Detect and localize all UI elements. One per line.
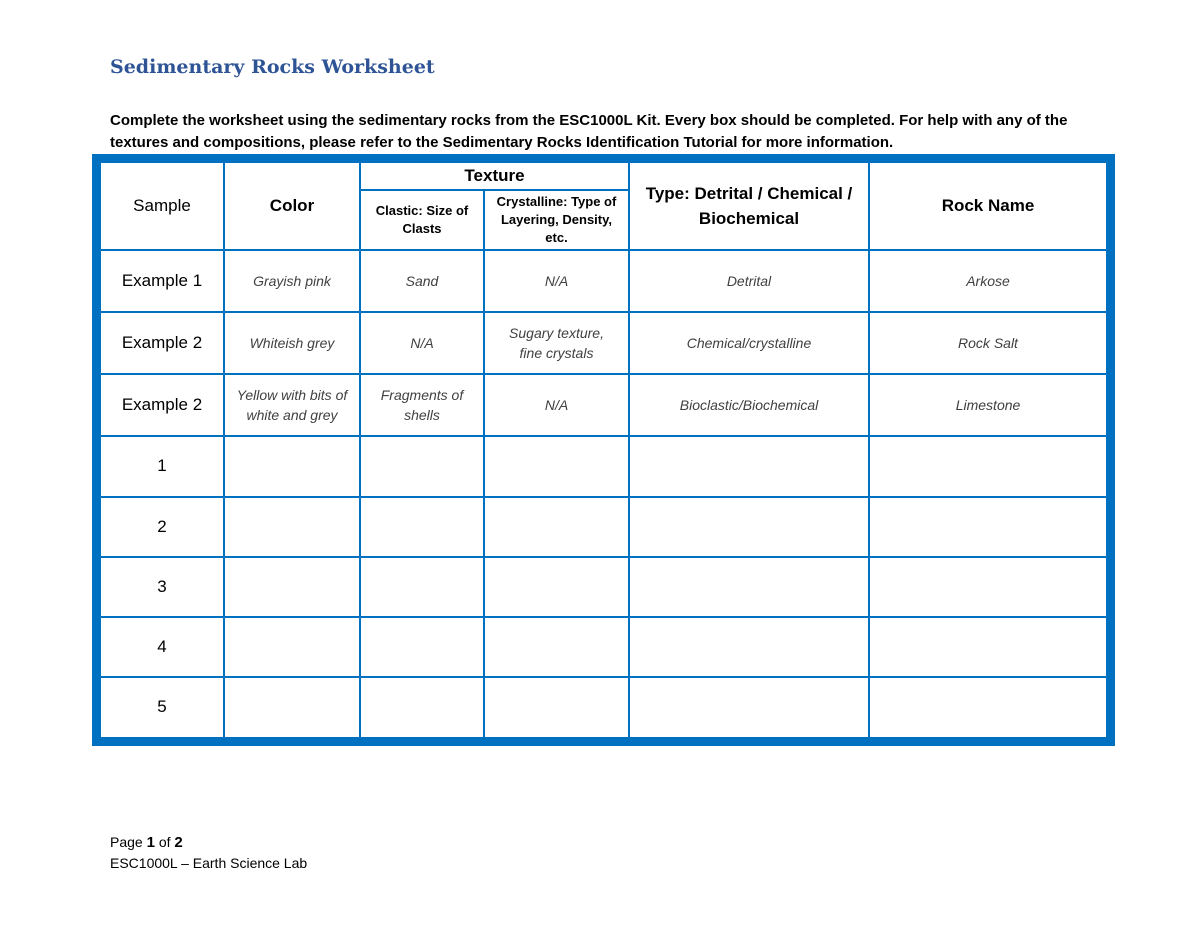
crystalline-cell[interactable] <box>484 617 629 677</box>
type-cell[interactable] <box>629 436 869 496</box>
crystalline-cell[interactable] <box>484 677 629 737</box>
sample-label: 1 <box>101 436 224 496</box>
type-cell: Chemical/crystalline <box>629 312 869 374</box>
rock-name-cell[interactable] <box>869 497 1106 557</box>
crystalline-cell: N/A <box>484 374 629 436</box>
sample-label: Example 2 <box>101 312 224 374</box>
table-row <box>101 617 1106 677</box>
header-type-text: Type: Detrital / Chemical / Biochemical <box>645 184 853 229</box>
clastic-cell: N/A <box>360 312 484 374</box>
sample-label: 3 <box>101 557 224 617</box>
page-of: of <box>158 834 171 850</box>
table-row <box>101 374 1106 436</box>
color-cell[interactable] <box>224 497 360 557</box>
course-name: ESC1000L – Earth Science Lab <box>110 855 308 871</box>
crystalline-cell[interactable] <box>484 497 629 557</box>
rock-name-cell: Limestone <box>869 374 1106 436</box>
color-cell[interactable] <box>224 617 360 677</box>
type-cell: Detrital <box>629 250 869 312</box>
rock-name-cell[interactable] <box>869 677 1106 737</box>
clastic-cell: Sand <box>360 250 484 312</box>
table-row <box>101 250 1106 312</box>
rock-name-cell[interactable] <box>869 436 1106 496</box>
crystalline-cell: N/A <box>484 250 629 312</box>
clastic-cell[interactable] <box>360 436 484 496</box>
type-cell[interactable] <box>629 557 869 617</box>
color-cell: Yellow with bits of white and grey <box>224 374 360 436</box>
worksheet-table-frame <box>92 154 1115 746</box>
crystalline-cell[interactable] <box>484 436 629 496</box>
header-texture: Texture <box>360 163 629 190</box>
clastic-cell[interactable] <box>360 617 484 677</box>
header-color: Color <box>224 163 360 250</box>
table-row <box>101 677 1106 737</box>
color-cell: Grayish pink <box>224 250 360 312</box>
instructions-text: Complete the worksheet using the sedimentary rocks from the ESC1000L Kit. Every box should be completed. For help with any of the textures and compositions, please refer to the Sedimentary Rocks Identification Tutorial for more information. <box>110 112 1068 151</box>
clastic-cell[interactable] <box>360 677 484 737</box>
page-total: 2 <box>174 834 183 851</box>
crystalline-cell: Sugary texture, fine crystals <box>484 312 629 374</box>
header-crystalline: Crystalline: Type of Layering, Density, etc. <box>484 190 629 250</box>
page-number <box>110 832 307 853</box>
sample-label: 4 <box>101 617 224 677</box>
sample-label: 2 <box>101 497 224 557</box>
sample-label: 5 <box>101 677 224 737</box>
worksheet-table <box>101 163 1106 737</box>
page-prefix: Page <box>110 834 143 850</box>
table-row <box>101 497 1106 557</box>
table-row <box>101 312 1106 374</box>
sample-label: Example 1 <box>101 250 224 312</box>
clastic-cell[interactable] <box>360 497 484 557</box>
rock-name-cell[interactable] <box>869 617 1106 677</box>
color-cell: Whiteish grey <box>224 312 360 374</box>
clastic-cell: Fragments of shells <box>360 374 484 436</box>
crystalline-cell[interactable] <box>484 557 629 617</box>
type-cell: Bioclastic/Biochemical <box>629 374 869 436</box>
rock-name-cell: Arkose <box>869 250 1106 312</box>
page-footer <box>110 832 307 874</box>
color-cell[interactable] <box>224 677 360 737</box>
color-cell[interactable] <box>224 557 360 617</box>
header-clastic: Clastic: Size of Clasts <box>360 190 484 250</box>
type-cell[interactable] <box>629 497 869 557</box>
header-sample: Sample <box>101 163 224 250</box>
table-row <box>101 436 1106 496</box>
type-cell[interactable] <box>629 617 869 677</box>
header-type <box>629 163 869 250</box>
worksheet-title: Sedimentary Rocks Worksheet <box>110 56 435 78</box>
color-cell[interactable] <box>224 436 360 496</box>
page-current: 1 <box>146 834 155 851</box>
header-rock-name: Rock Name <box>869 163 1106 250</box>
rock-name-cell: Rock Salt <box>869 312 1106 374</box>
sample-label: Example 2 <box>101 374 224 436</box>
rock-name-cell[interactable] <box>869 557 1106 617</box>
type-cell[interactable] <box>629 677 869 737</box>
table-row <box>101 557 1106 617</box>
clastic-cell[interactable] <box>360 557 484 617</box>
